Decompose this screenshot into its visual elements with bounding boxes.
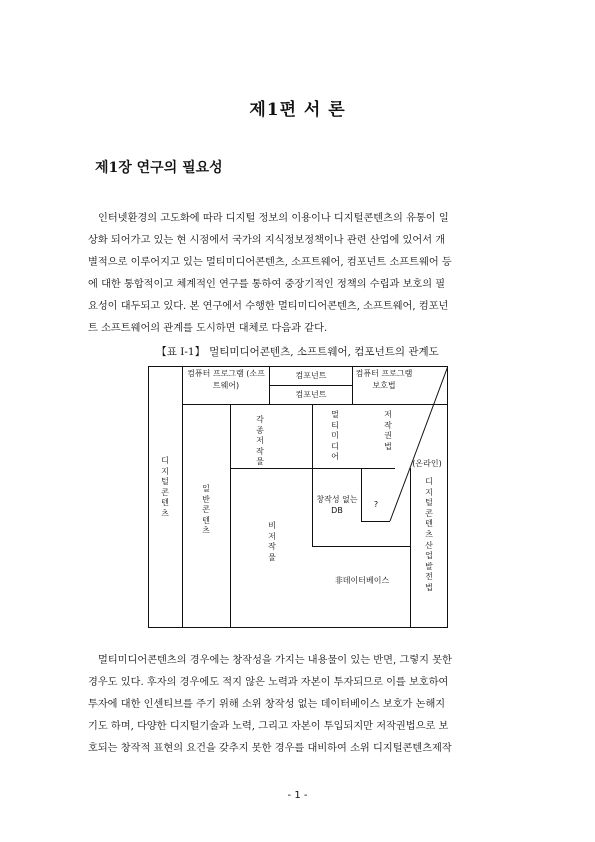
non-database-label: 非데이터베이스 [334, 576, 390, 585]
page-number: - 1 - [287, 790, 308, 801]
computer-program-label: 컴퓨터 프로그램 (소프트웨어) [187, 369, 265, 390]
general-contents-label: 일반콘텐츠 [202, 484, 210, 536]
paragraph-line: 에 대한 통합적이고 체계적인 연구를 통하여 중장기적인 정책의 수립과 보호의 필 [88, 279, 446, 290]
line-diagonal-top [410, 366, 448, 468]
paragraph-line: 멀티미디어콘텐츠의 경우에는 창작성을 가지는 내용물이 있는 반면, 그렇지 못한 [98, 655, 452, 666]
paragraph-line: 경우도 있다. 후자의 경우에도 적지 않은 노력과 자본이 투자되므로 이를 보호하여 [88, 677, 449, 688]
paragraph-line: 상화 되어가고 있는 현 시점에서 국가의 지식정보정책이나 관련 산업에 있어서 개 [88, 235, 446, 246]
multimedia-label: 멀티미디어 [331, 410, 339, 462]
non-creative-db-label: 창작성 없는 DB [316, 495, 358, 515]
chapter-title: 제1장 연구의 필요성 [95, 160, 223, 176]
body-paragraph [88, 650, 512, 760]
paragraph-line: 투자에 대한 인센티브를 주기 위해 소위 창작성 없는 데이터베이스 보호가 논해지 [88, 699, 446, 710]
paragraph-line: 인터넷환경의 고도화에 따라 디지털 정보의 이용이나 디지털콘텐츠의 유통이 일 [98, 213, 449, 224]
question-mark-label: ? [373, 500, 379, 509]
outer-border [149, 367, 448, 628]
paragraph-line: 트 소프트웨어의 관계를 도시하면 대체로 다음과 같다. [88, 323, 328, 334]
digital-contents-label: 디지털콘텐츠 [161, 456, 169, 518]
figure-caption [0, 344, 595, 359]
non-works-label: 비저작물 [268, 521, 276, 562]
paragraph-line: 별적으로 이루어지고 있는 멀티미디어콘텐츠, 소프트웨어, 컴포넌트 소프트웨어 등 [88, 257, 452, 268]
relationship-diagram [148, 366, 448, 628]
figure-caption-text: 멀티미디어콘텐츠, 소프트웨어, 컴포넌트의 관계도 [209, 346, 439, 358]
industry-law-label: 디지털콘텐츠산업발전법 [425, 477, 433, 592]
component-label-bottom: 컴포넌트 [295, 390, 327, 399]
figure-caption-label: 【표 Ⅰ-1】 [156, 346, 206, 358]
paragraph-line: 요성이 대두되고 있다. 본 연구에서 수행한 멀티미디어콘텐츠, 소프트웨어, 컴포넌 [88, 301, 449, 312]
part-title: 제1편 서 론 [249, 100, 346, 120]
intro-paragraph [88, 208, 512, 340]
online-label: (온라인) [412, 459, 442, 468]
diagram-lines [148, 366, 448, 628]
paragraph-line: 기도 하며, 다양한 디지털기술과 노력, 그리고 자본이 투입되지만 저작권법으로 보 [88, 721, 449, 732]
paragraph-line: 호되는 창작적 표현의 요건을 갖추지 못한 경우를 대비하여 소위 디지털콘텐츠제작 [88, 743, 452, 754]
component-label-top: 컴포넌트 [295, 371, 327, 380]
program-protection-law-label: 컴퓨터 프로그램 보호법 [355, 369, 413, 390]
line-diagonal-bottom [390, 468, 410, 521]
copyright-law-label: 저작권법 [384, 410, 392, 451]
various-works-label: 각종저작물 [256, 415, 264, 467]
